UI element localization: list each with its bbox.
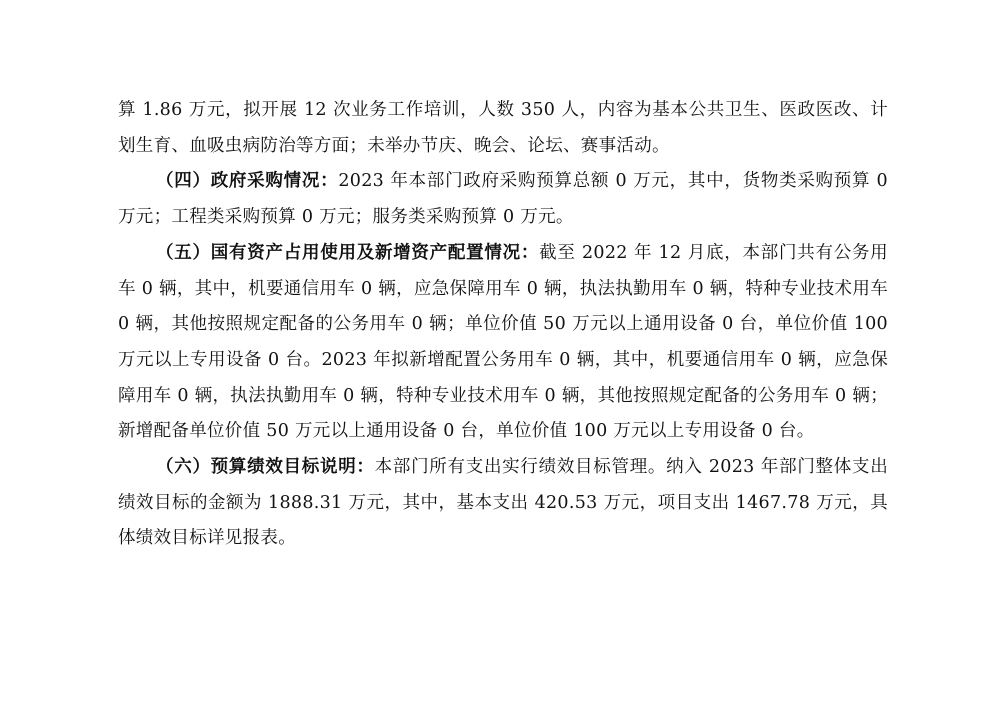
paragraph-training-continuation	[118, 93, 888, 164]
section-heading: （四）政府采购情况：	[156, 171, 339, 192]
paragraph-text: 本部门所有支出实行绩效目标管理。纳入 2023 年部门整体支出绩效目标的金额为 1888.31 万元，其中，基本支出 420.53 万元，项目支出 1467.78 万元，具体绩效目标详见报表。	[118, 457, 888, 549]
paragraph-performance-goals	[118, 450, 888, 557]
paragraph-text: 截至 2022 年 12 月底，本部门共有公务用车 0 辆，其中，机要通信用车 0 辆，应急保障用车 0 辆，执法执勤用车 0 辆，特种专业技术用车 0 辆，其他按照规定配备的公务用车 0 辆；单位价值 50 万元以上通用设备 0 台，单位价值 100 万元以上专用设备 0 台。2023 年拟新增配置公务用车 0 辆，其中，机要通信用车 0 辆，应急保障用车 0 辆，执法执勤用车 0 辆，特种专业技术用车 0 辆，其他按照规定配备的公务用车 0 辆；新增配备单位价值 50 万元以上通用设备 0 台，单位价值 100 万元以上专用设备 0 台。	[118, 242, 888, 442]
section-heading: （五）国有资产占用使用及新增资产配置情况：	[156, 242, 540, 263]
paragraph-state-assets	[118, 236, 888, 450]
paragraph-government-procurement	[118, 164, 888, 235]
paragraph-text: 2023 年本部门政府采购预算总额 0 万元，其中，货物类采购预算 0 万元；工程类采购预算 0 万元；服务类采购预算 0 万元。	[118, 171, 888, 228]
document-body	[118, 93, 888, 557]
section-heading: （六）预算绩效目标说明：	[156, 457, 375, 478]
paragraph-text: 算 1.86 万元，拟开展 12 次业务工作培训，人数 350 人，内容为基本公共卫生、医政医改、计划生育、血吸虫病防治等方面；未举办节庆、晚会、论坛、赛事活动。	[118, 100, 888, 156]
